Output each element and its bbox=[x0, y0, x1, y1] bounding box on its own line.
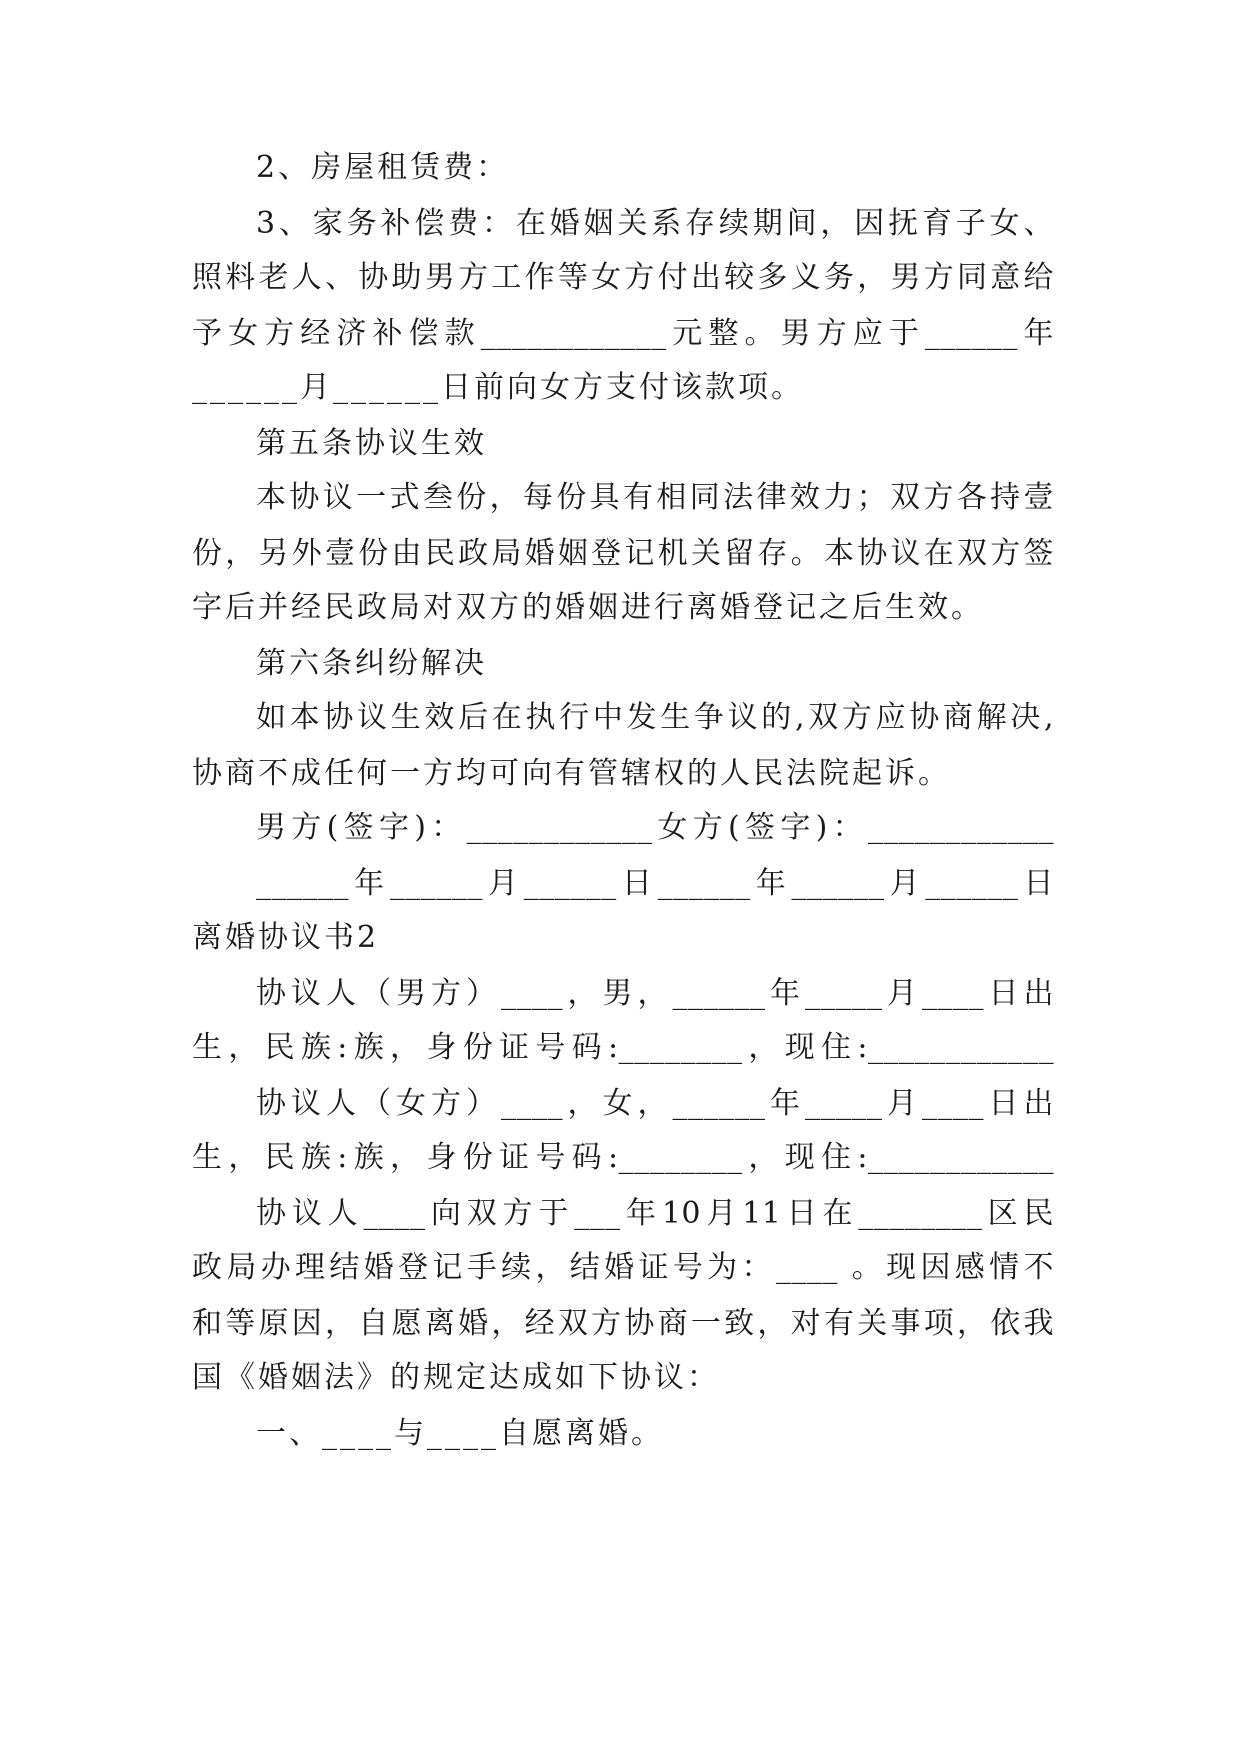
paragraph-line: 和等原因，自愿离婚，经双方协商一致，对有关事项，依我 bbox=[192, 1306, 1054, 1341]
paragraph-line: ______月______日前向女方支付该款项。 bbox=[192, 370, 804, 405]
paragraph-line: 字后并经民政局对双方的婚姻进行离婚登记之后生效。 bbox=[192, 590, 984, 625]
paragraph-line: 生，民族:族，身份证号码:________，现住:____________ bbox=[192, 1030, 1054, 1065]
paragraph-line: 国《婚姻法》的规定达成如下协议： bbox=[192, 1360, 720, 1395]
paragraph-line: 政局办理结婚登记手续，结婚证号为：____ 。现因感情不 bbox=[192, 1250, 1054, 1285]
paragraph-line: 照料老人、协助男方工作等女方付出较多义务，男方同意给 bbox=[192, 260, 1054, 295]
paragraph-line: 予女方经济补偿款____________元整。男方应于______年 bbox=[192, 316, 1054, 351]
paragraph-line: 协商不成任何一方均可向有管辖权的人民法院起诉。 bbox=[192, 756, 951, 791]
paragraph-line: 2、房屋租赁费： bbox=[256, 150, 510, 185]
paragraph-line: 份，另外壹份由民政局婚姻登记机关留存。本协议在双方签 bbox=[192, 536, 1054, 571]
document-title: 离婚协议书2 bbox=[192, 920, 380, 955]
paragraph-line: 3、家务补偿费：在婚姻关系存续期间，因抚育子女、 bbox=[256, 206, 1054, 241]
paragraph-line: 协议人（男方）____，男，______年_____月____日出 bbox=[256, 976, 1054, 1011]
section-heading: 第五条协议生效 bbox=[256, 426, 487, 461]
paragraph-line: 协议人（女方）____，女，______年_____月____日出 bbox=[256, 1086, 1054, 1121]
paragraph-line: 本协议一式叁份，每份具有相同法律效力；双方各持壹 bbox=[256, 480, 1054, 515]
section-heading: 第六条纠纷解决 bbox=[256, 646, 487, 681]
signature-line: 男方(签字)：____________女方(签字)：____________ bbox=[256, 810, 1054, 845]
date-line: ______年______月______日______年______月______日 bbox=[256, 866, 1054, 901]
paragraph-line: 生，民族:族，身份证号码:________，现住:____________ bbox=[192, 1140, 1054, 1175]
paragraph-line: 如本协议生效后在执行中发生争议的,双方应协商解决, bbox=[256, 700, 1054, 735]
paragraph-line: 一、____与____自愿离婚。 bbox=[256, 1416, 664, 1451]
paragraph-line: 协议人____向双方于___年10月11日在________区民 bbox=[256, 1196, 1054, 1231]
